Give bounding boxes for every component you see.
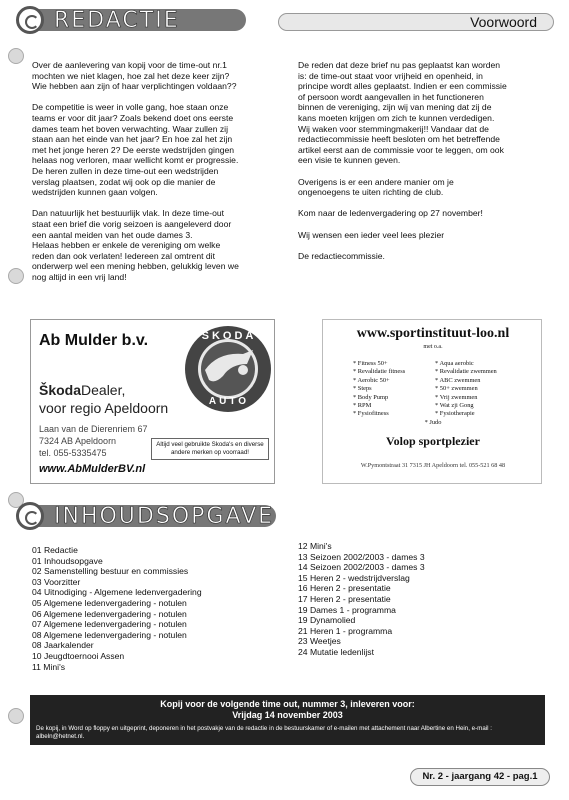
- bullet-icon: *: [353, 360, 358, 367]
- sport-item: [353, 360, 405, 368]
- brand-rest: Dealer,: [81, 382, 126, 398]
- toc-entry-label: 19 Dynamolied: [298, 615, 356, 626]
- bullet-icon: *: [353, 368, 358, 376]
- toc-entry: [32, 566, 202, 577]
- punch-hole: [8, 268, 24, 284]
- paragraph: De reden dat deze brief nu pas geplaatst kan worden is: de time-out staat voor vrijheid en openheid, in principe wordt alles geplaatst. Indien er een commissie of persoon wordt aangevallen in het functioneren binnen de vereniging, zijn wij van mening dat zij de kans moeten krijgen om zich te kunnen verdedigen. Wij waken voor stemmingmakerij!! Vandaar dat de redactiecommissie heeft besloten om het betreffende artikel eerst aan de commissie voor te leggen, om ook een visie te kunnen geven.: [298, 60, 507, 166]
- sport-item-label: Revalidatie zwemmen: [439, 368, 497, 376]
- toc-entry-label: 03 Voorzitter: [32, 576, 81, 587]
- submission-banner: [30, 695, 545, 745]
- sport-item: [435, 394, 497, 402]
- toc-entry-label: 04 Uitnodiging - Algemene ledenvergadering: [32, 587, 202, 598]
- sport-item: [435, 377, 497, 385]
- toc-entry-label: 06 Algemene ledenvergadering - notulen: [32, 608, 187, 619]
- center-item-label: Judo: [429, 419, 442, 426]
- toc-entry-label: 07 Algemene ledenvergadering - notulen: [32, 619, 187, 630]
- toc-entry: [32, 640, 202, 651]
- sport-item: [353, 368, 405, 376]
- banner-line3: De kopij, in Word op floppy en uitgeprint, deponeren in het postvakje van de redactie in de bestuurskamer of e-mailen met attachement naar Albertine en Hein, e-mail : albeln@hetnet.nl.: [36, 725, 492, 740]
- paragraph: Over de aanlevering van kopij voor de time-out nr.1 mochten we niet klagen, hoe zal het deze keer zijn? Wie hebben aan zijn of haar verplichtingen voldaan??: [32, 60, 237, 92]
- page-number: Nr. 2 - jaargang 42 - pag.1: [410, 768, 550, 786]
- right-column: [298, 60, 548, 272]
- sport-item: [435, 385, 497, 393]
- paragraph: Kom naar de ledenvergadering op 27 november!: [298, 208, 483, 219]
- toc-entry: [298, 552, 425, 563]
- paragraph: De competitie is weer in volle gang, hoe staan onze teams er voor dit jaar? Zoals bekend doet ons eerste dames team het boven verwachting. Waar zullen zij staan aan het einde van het jaar? En hoe zal het zijn met het jonge heren 2? De eerste wedstrijden gingen helaas nog verloren, maar wellicht komt er progressie. De heren zullen in deze time-out een wedstrijden verslag plaatsen, zodat wij ook op die manier de wedstrijden kunnen gaan volgen.: [32, 102, 239, 198]
- toc-right: [298, 541, 425, 658]
- bullet-icon: *: [435, 368, 440, 376]
- bullet-icon: *: [353, 410, 358, 418]
- header-title: REDACTIE: [54, 8, 180, 33]
- toc-entry: [32, 609, 202, 620]
- banner-line1: Kopij voor de volgende time out, nummer 3, inleveren voor:: [160, 699, 415, 709]
- bullet-icon: *: [435, 360, 440, 367]
- toc-entry-label: 08 Jaarkalender: [32, 640, 94, 651]
- sport-item: [435, 368, 497, 376]
- toc-entry: [298, 562, 425, 573]
- toc-entry-label: 02 Samenstelling bestuur en commissies: [32, 566, 189, 577]
- logo-top-text: SKODA: [201, 330, 257, 342]
- paragraph: Dan natuurlijk het bestuurlijk vlak. In deze time-out staat een brief die vorig seizoen is aangeleverd door een aantal meiden van het oude dames 3. Helaas hebben er enkele de vereniging om welke reden dan ook verlaten! Iedereen zal omtrent dit onderwerp wel een mening hebben, gelukkig leven we nog altijd in een vrij land!: [32, 208, 239, 282]
- toc-entry-label: 16 Heren 2 - presentatie: [298, 583, 391, 594]
- skoda-logo: [183, 324, 273, 414]
- toc-entry: [32, 619, 202, 630]
- ad-right-list: [435, 360, 497, 419]
- toc-entry-label: 08 Algemene ledenvergadering - notulen: [32, 629, 187, 640]
- ad-phone: tel. 055-5335475: [39, 448, 107, 458]
- toc-entry-label: 12 Mini's: [298, 541, 332, 551]
- ad-left-list: [353, 360, 405, 419]
- toc-entry: [298, 615, 425, 626]
- sport-item: [435, 410, 497, 418]
- toc-entry-label: 13 Seizoen 2002/2003 - dames 3: [298, 551, 425, 562]
- sport-item-label: Aerobic 50+: [357, 376, 390, 384]
- toc-entry: [32, 651, 202, 662]
- toc-entry: [298, 626, 425, 637]
- sport-item: [353, 402, 405, 410]
- header-redactie: [16, 4, 556, 36]
- paragraph: De redactiecommissie.: [298, 250, 385, 261]
- ad-slogan: Volop sportplezier: [386, 434, 480, 448]
- sport-item: [353, 385, 405, 393]
- toc-entry: [32, 630, 202, 641]
- toc-entry: [298, 647, 425, 658]
- toc-entry-label: 01 Inhoudsopgave: [32, 555, 103, 566]
- toc-entry: [298, 636, 425, 647]
- ad-sub: met o.a.: [423, 344, 443, 350]
- sport-item: [353, 410, 405, 418]
- banner-line2: Vrijdag 14 november 2003: [232, 710, 343, 720]
- ad-address: W.Pymontstraat 31 7315 JH Apeldoorn tel. 055-521 68 48: [360, 462, 506, 469]
- ad-region: voor regio Apeldoorn: [39, 400, 169, 416]
- header-tab-voorwoord: [278, 13, 554, 31]
- ad-note: Altijd veel gebruikte Skoda's en diverse andere merken op voorraad!: [151, 438, 269, 460]
- bullet-icon: *: [353, 376, 358, 384]
- bullet-icon: *: [435, 402, 440, 410]
- header-tab-label: Voorwoord: [470, 14, 537, 30]
- toc-entry: [298, 605, 425, 616]
- ad-sportinstituut: [322, 319, 542, 484]
- paragraph: Wij wensen een ieder veel lees plezier: [298, 229, 445, 240]
- sport-item: [435, 402, 497, 410]
- logo-ring-icon: [16, 6, 44, 34]
- sport-item-label: ABC zwemmen: [439, 376, 481, 384]
- sport-item-label: Fysiofitness: [357, 410, 389, 418]
- bullet-icon: *: [435, 385, 440, 393]
- sport-item-label: Fitness 50+: [357, 360, 388, 367]
- header-inhoudsopgave: [16, 500, 296, 532]
- ad-address1: Laan van de Dierenriem 67: [39, 424, 148, 434]
- toc-entry: [32, 577, 202, 588]
- sport-item: [353, 394, 405, 402]
- sport-item-label: Steps: [357, 385, 372, 393]
- bullet-icon: *: [353, 385, 358, 393]
- ad-dealer-line: [39, 382, 125, 398]
- ad-center-item: * Judo: [424, 419, 442, 426]
- header-title: INHOUDSOPGAVE: [54, 504, 275, 529]
- toc-entry-label: 17 Heren 2 - presentatie: [298, 593, 391, 604]
- sport-item-label: Aqua aerobic: [439, 360, 474, 367]
- toc-entry-label: 14 Seizoen 2002/2003 - dames 3: [298, 562, 425, 573]
- toc-entry-label: 19 Dames 1 - programma: [298, 604, 396, 615]
- brand-bold: Škoda: [39, 382, 82, 398]
- toc-entry: [32, 556, 202, 567]
- bullet-icon: *: [353, 393, 358, 401]
- toc-entry-label: 11 Mini's: [32, 661, 66, 672]
- punch-hole: [8, 708, 24, 724]
- left-column: [32, 60, 292, 293]
- sport-item-label: RPM: [357, 402, 372, 410]
- ad-company-name: Ab Mulder b.v.: [39, 332, 149, 349]
- toc-entry: [32, 545, 202, 556]
- sport-item-label: 50+ zwemmen: [439, 385, 478, 393]
- punch-hole: [8, 48, 24, 64]
- paragraph: Overigens is er een andere manier om je ongenoegens te uiten richting de club.: [298, 176, 454, 198]
- toc-entry: [298, 541, 425, 552]
- toc-entry: [298, 583, 425, 594]
- toc-entry-label: 24 Mutatie ledenlijst: [298, 646, 374, 657]
- logo-ring-icon: [16, 502, 44, 530]
- sport-item: [435, 360, 497, 368]
- toc-entry-label: 23 Weetjes: [298, 636, 341, 647]
- toc-entry: [32, 587, 202, 598]
- sport-item-label: Fysiotherapie: [439, 410, 475, 418]
- ad-web[interactable]: www.AbMulderBV.nl: [39, 463, 146, 475]
- toc-entry: [298, 573, 425, 584]
- toc-entry-label: 05 Algemene ledenvergadering - notulen: [32, 597, 187, 608]
- toc-entry-label: 21 Heren 1 - programma: [298, 625, 393, 636]
- toc-entry-label: 10 Jeugdtoernooi Assen: [32, 650, 125, 661]
- toc-entry-label: 01 Redactie: [32, 545, 78, 555]
- sport-item-label: Body Pump: [357, 393, 389, 401]
- ad-url[interactable]: www.sportinstituut-loo.nl: [356, 326, 510, 341]
- bullet-icon: *: [353, 402, 358, 410]
- bullet-icon: *: [435, 393, 440, 401]
- ad-ab-mulder: [30, 319, 275, 484]
- sport-item-label: Revalidatie fitness: [357, 368, 406, 376]
- toc-entry-label: 15 Heren 2 - wedstrijdverslag: [298, 572, 410, 583]
- sport-item: [353, 377, 405, 385]
- bullet-icon: *: [435, 376, 440, 384]
- ad-address2: 7324 AB Apeldoorn: [39, 436, 117, 446]
- sport-item-label: Wat zji Gong: [439, 402, 474, 410]
- toc-entry: [32, 598, 202, 609]
- toc-left: [32, 545, 202, 672]
- logo-bottom-text: AUTO: [208, 396, 250, 407]
- sport-item-label: Vrij zwemmen: [439, 393, 478, 401]
- toc-entry: [32, 662, 202, 673]
- bullet-icon: *: [435, 410, 440, 418]
- toc-entry: [298, 594, 425, 605]
